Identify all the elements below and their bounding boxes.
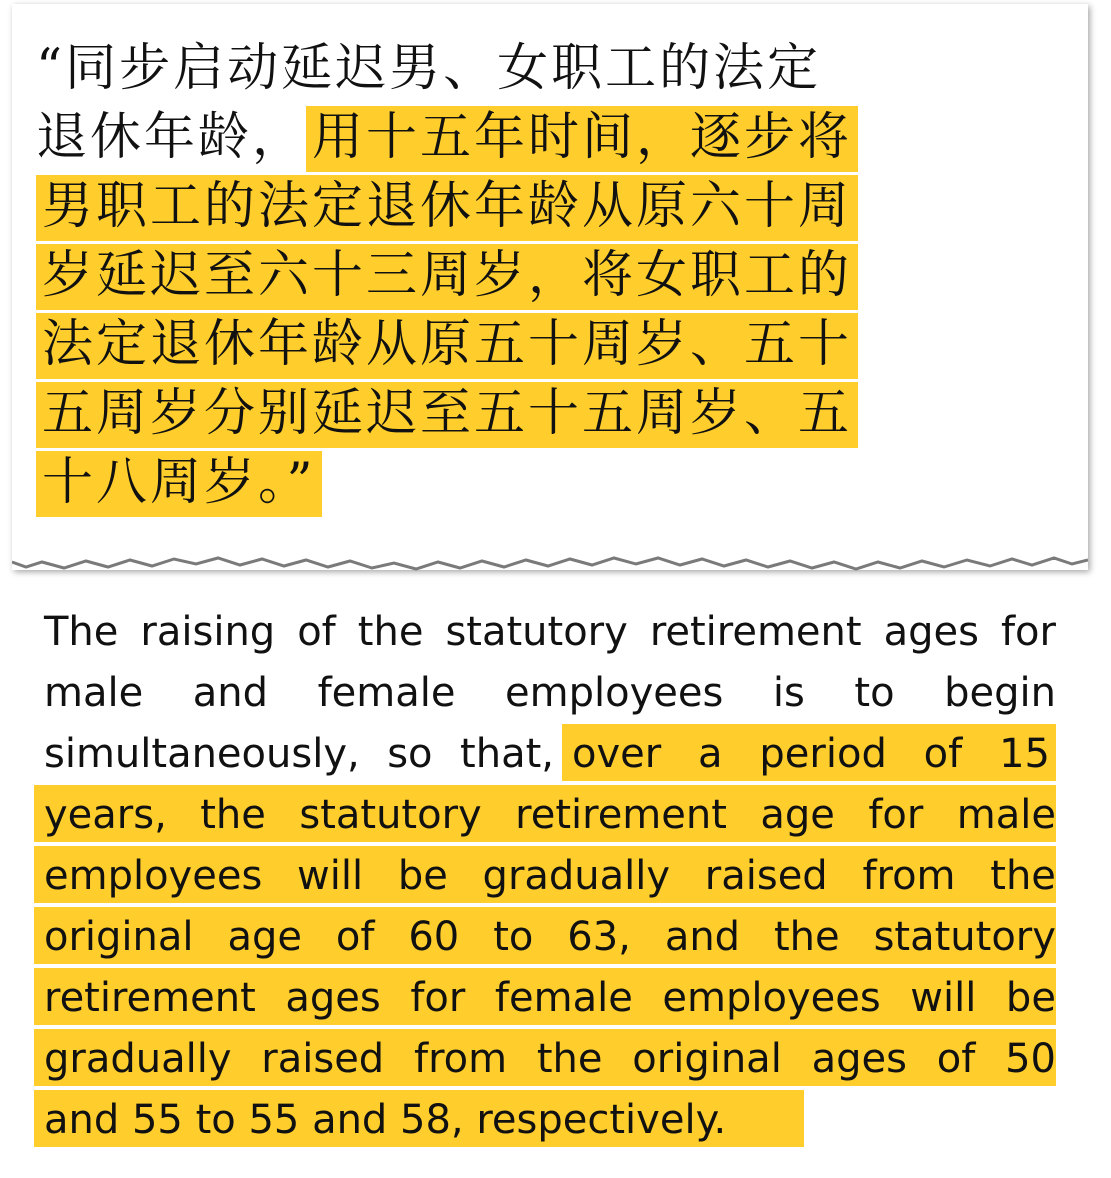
word: of — [297, 609, 336, 655]
chinese-line-5 — [36, 310, 1046, 379]
word: original — [632, 1036, 782, 1082]
english-line-4 — [34, 785, 1056, 842]
word: ages — [285, 975, 381, 1021]
english-line-3 — [44, 724, 1056, 785]
word: that, — [460, 731, 554, 777]
word: age — [760, 792, 835, 838]
word: retirement — [44, 975, 256, 1021]
word: to — [854, 670, 895, 716]
word: the — [357, 609, 424, 655]
word: raised — [261, 1036, 385, 1082]
word: years, — [44, 792, 167, 838]
chinese-line-7 — [36, 448, 1046, 517]
chinese-line-2-highlight: 用十五年时间，逐步将 — [306, 106, 858, 172]
english-line-6 — [34, 907, 1056, 964]
word: of — [936, 1036, 976, 1082]
chinese-line-7-highlight: 十八周岁。” — [36, 451, 322, 517]
chinese-line-2-text: 退休年龄， — [36, 108, 307, 167]
word: the — [200, 792, 266, 838]
word: 50 — [1005, 1036, 1056, 1082]
word: statutory — [299, 792, 482, 838]
word: the — [990, 853, 1056, 899]
word: from — [413, 1036, 508, 1082]
word: ages — [811, 1036, 907, 1082]
chinese-line-3 — [36, 172, 1046, 241]
chinese-line-4-highlight: 岁延迟至六十三周岁，将女职工的 — [36, 244, 858, 310]
english-line-5 — [34, 846, 1056, 903]
word: raised — [704, 853, 828, 899]
word: statutory — [445, 609, 628, 655]
word: gradually — [482, 853, 671, 899]
word: the — [774, 914, 840, 960]
word: and — [664, 914, 741, 960]
word: will — [910, 975, 977, 1021]
word: be — [1005, 975, 1056, 1021]
chinese-line-3-highlight: 男职工的法定退休年龄从原六十周 — [36, 175, 858, 241]
word: for — [1000, 609, 1056, 655]
english-line-1 — [44, 602, 1056, 663]
chinese-line-6 — [36, 379, 1046, 448]
word: female — [317, 670, 456, 716]
english-line-8 — [34, 1029, 1056, 1086]
chinese-line-6-highlight: 五周岁分别延迟至五十五周岁、五 — [36, 382, 858, 448]
word: 60 — [408, 914, 460, 960]
chinese-line-2 — [36, 103, 1046, 172]
word: male — [956, 792, 1056, 838]
chinese-line-5-highlight: 法定退休年龄从原五十周岁、五十 — [36, 313, 858, 379]
word: period — [759, 731, 887, 777]
word: over — [572, 731, 662, 777]
english-translation — [44, 602, 1056, 1151]
word: The — [44, 609, 119, 655]
word: retirement — [515, 792, 727, 838]
torn-edge — [12, 538, 1088, 578]
english-line-3-plain — [44, 724, 554, 785]
word: employees — [662, 975, 881, 1021]
english-line-7 — [34, 968, 1056, 1025]
word: will — [297, 853, 364, 899]
chinese-line-1 — [36, 34, 1046, 103]
word: of — [923, 731, 963, 777]
word: statutory — [873, 914, 1056, 960]
word: employees — [505, 670, 724, 716]
english-line-2 — [44, 663, 1056, 724]
chinese-line-1-text: “同步启动延迟男、女职工的法定 — [36, 39, 822, 98]
word: 15 — [999, 731, 1050, 777]
word: female — [494, 975, 633, 1021]
word: age — [227, 914, 302, 960]
chinese-line-4 — [36, 241, 1046, 310]
word: the — [536, 1036, 603, 1082]
word: and — [192, 670, 269, 716]
word: of — [335, 914, 375, 960]
word: so — [387, 731, 433, 777]
word: retirement — [649, 609, 862, 655]
word: original — [44, 914, 194, 960]
word: to — [493, 914, 534, 960]
word: ages — [883, 609, 979, 655]
word: is — [772, 670, 805, 716]
word: be — [397, 853, 448, 899]
english-line-3-highlight — [562, 724, 1056, 781]
english-line-9: and 55 to 55 and 58, respectively. — [34, 1090, 804, 1147]
chinese-quote — [36, 34, 1046, 517]
word: employees — [44, 853, 263, 899]
word: begin — [944, 670, 1056, 716]
word: male — [44, 670, 144, 716]
word: for — [410, 975, 466, 1021]
word: 63, — [567, 914, 631, 960]
word: a — [698, 731, 723, 777]
word: for — [868, 792, 924, 838]
word: simultaneously, — [44, 731, 360, 777]
word: raising — [140, 609, 276, 655]
word: from — [862, 853, 956, 899]
word: gradually — [44, 1036, 232, 1082]
